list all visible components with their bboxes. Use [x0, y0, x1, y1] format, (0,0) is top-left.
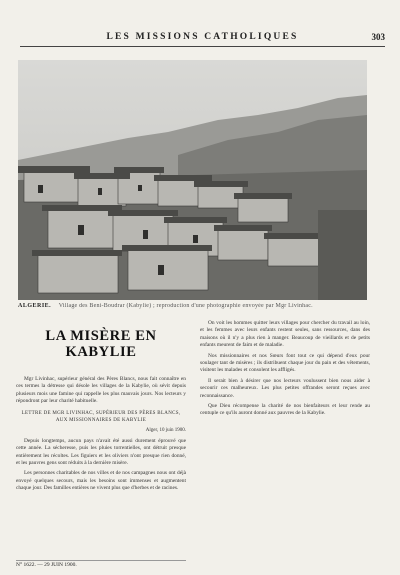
journal-title: LES MISSIONS CATHOLIQUES: [106, 32, 299, 42]
body-paragraph: On voit les hommes quitter leurs villages pour chercher du travail au loin, et les femmes avec leurs enfants restent seules, sans ressources, dans des maisons où il n'y a plus rien à manger. Beaucoup de vieillards et de petits enfants meurent de faim et de maladie.: [200, 320, 370, 349]
body-paragraph: Nos missionnaires et nos Sœurs font tout ce qui dépend d'eux pour soulager tant de misères ; ils distribuent chaque jour du pain et des vêtements, visitent les malades et consolent les affligés.: [200, 352, 370, 374]
letter-date: Alger, 10 juin 1900.: [145, 428, 186, 434]
body-paragraph: Que Dieu récompense la charité de nos bienfaiteurs et leur rende au centuple ce qu'ils auront donné aux pauvres de la Kabylie.: [200, 403, 370, 417]
kabyle-village-illustration: [18, 60, 367, 300]
body-paragraph: Les personnes charitables de nos villes et de nos campagnes nous ont déjà envoyé quelques secours, mais les besoins sont immenses et augmentent chaque jour. Des familles entières ne vivent plus que d'herbes et de racines.: [16, 470, 186, 492]
caption-place: ALGÉRIE.: [18, 303, 52, 309]
page-header: [20, 32, 385, 47]
article-intro: Mgr Livinhac, supérieur général des Pères Blancs, nous fait connaître en ces termes la détresse qui désole les villages de la Kabylie, où sévit depuis plusieurs mois une famine qui rappelle les plus mauvais jours. Nos lecteurs y répondront par leur charité habituelle.: [16, 376, 186, 405]
issue-footer: N° 1622. — 29 JUIN 1900.: [16, 560, 186, 570]
article-column-left: [16, 320, 186, 562]
letter-heading: LETTRE DE MGR LIVINHAC, SUPÉRIEUR DES PÈRES BLANCS, AUX MISSIONNAIRES DE KABYLIE: [21, 410, 181, 424]
article-title: LA MISÈRE EN KABYLIE: [45, 328, 157, 360]
photo-caption: [18, 303, 367, 313]
article-column-right: [200, 320, 370, 562]
caption-description: Village des Beni-Boudrar (Kabylie) ; reproduction d'une photographie envoyée par Mgr Livinhac.: [58, 303, 313, 309]
village-photo: [18, 60, 367, 300]
body-paragraph: Depuis longtemps, aucun pays n'avait été aussi durement éprouvé que cette année. La sécheresse, puis les pluies torrentielles, ont détruit presque entièrement les récoltes. Les figuiers et les oliviers n'ont presque rien donné, et les pauvres gens sont réduits à la dernière misère.: [16, 437, 186, 467]
page-number: 303: [371, 32, 385, 42]
body-paragraph: Il serait bien à désirer que nos lecteurs voulussent bien nous aider à secourir ces malheureux. Les plus petites offrandes seront reçues avec reconnaissance.: [200, 377, 370, 399]
